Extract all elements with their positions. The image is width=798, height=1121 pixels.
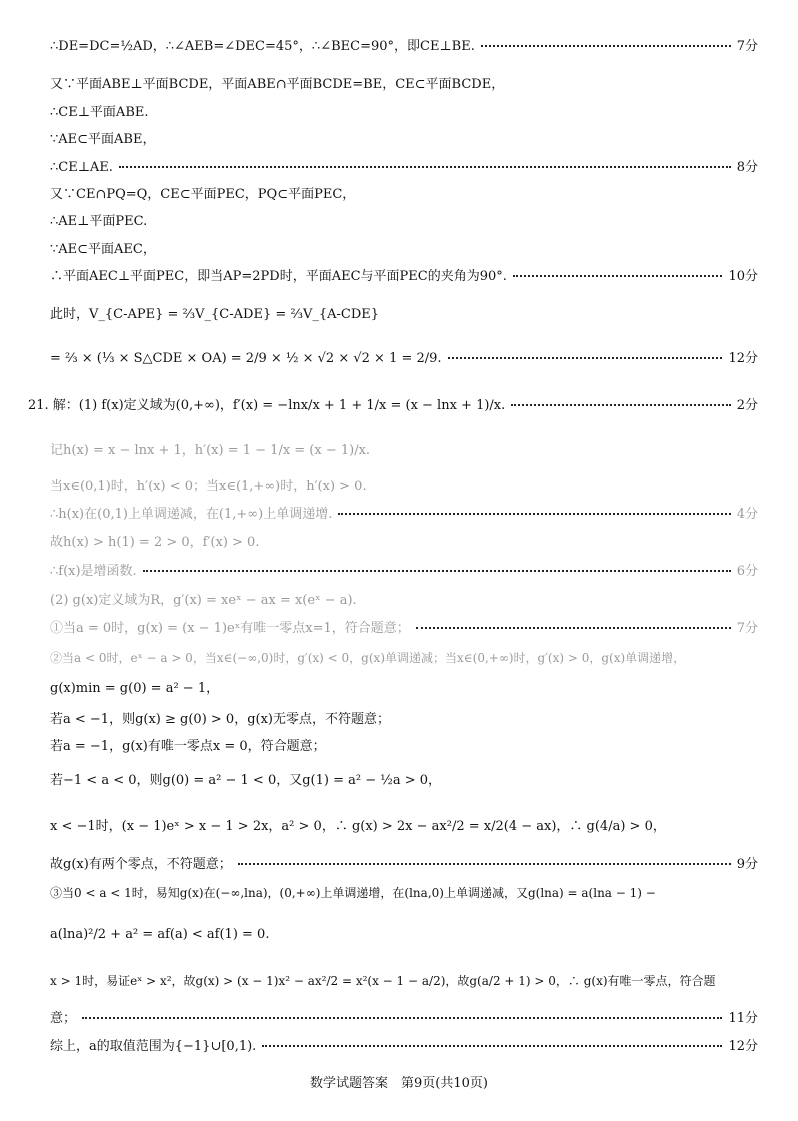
line-text: 21. 解：(1) f(x)定义域为(0,+∞)，f′(x) = −lnx/x + 1 + 1/x = (x − lnx + 1)/x. bbox=[28, 398, 506, 413]
score-mark: 11分 bbox=[728, 1011, 758, 1026]
leader-dots bbox=[513, 274, 723, 277]
line-text: (2) g(x)定义域为R，g′(x) = xeˣ − ax = x(eˣ − a). bbox=[50, 593, 357, 608]
line-text: 故g(x)有两个零点，不符题意； bbox=[50, 857, 232, 872]
solution-line-20 bbox=[50, 649, 758, 671]
solution-line-23 bbox=[50, 738, 758, 760]
line-text: ∴CE⊥平面ABE. bbox=[50, 105, 149, 120]
line-text: g(x)min = g(0) = a² − 1， bbox=[50, 681, 220, 696]
line-text: x > 1时，易证eˣ > x²，故g(x) > (x − 1)x² − ax²/2 = x²(x − 1 − a/2)，故g(a/2 + 1) > 0，∴ g(x)有唯一零点，符合题 bbox=[50, 974, 716, 988]
line-text: ∴h(x)在(0,1)上单调递减，在(1,+∞)上单调递增. bbox=[50, 507, 333, 522]
line-text: 若a = −1，g(x)有唯一零点x = 0，符合题意； bbox=[50, 739, 326, 754]
score-mark: 2分 bbox=[736, 398, 758, 413]
solution-line-15 bbox=[50, 506, 758, 528]
problem-21-line bbox=[28, 397, 758, 419]
line-text: ①当a = 0时，g(x) = (x − 1)eˣ有唯一零点x=1，符合题意； bbox=[50, 621, 410, 636]
solution-line-21 bbox=[50, 680, 758, 702]
solution-line-14 bbox=[50, 478, 758, 500]
line-text: 又∵平面ABE⊥平面BCDE，平面ABE∩平面BCDE=BE，CE⊂平面BCDE， bbox=[50, 77, 505, 92]
line-text: 当x∈(0,1)时，h′(x) < 0；当x∈(1,+∞)时，h′(x) > 0. bbox=[50, 479, 367, 494]
line-text: 记h(x) = x − lnx + 1，h′(x) = 1 − 1/x = (x − 1)/x. bbox=[50, 443, 371, 458]
line-text: x < −1时，(x − 1)eˣ > x − 1 > 2x，a² > 0，∴ g(x) > 2x − ax²/2 = x/2(4 − ax)，∴ g(4/a) > 0， bbox=[50, 819, 666, 834]
score-mark: 12分 bbox=[728, 351, 758, 366]
solution-line-8 bbox=[50, 241, 758, 263]
solution-line-27 bbox=[50, 884, 758, 906]
line-text: ∵AE⊂平面AEC， bbox=[50, 242, 156, 257]
solution-line-30 bbox=[50, 1010, 758, 1032]
leader-dots bbox=[82, 1016, 722, 1019]
leader-dots bbox=[338, 512, 730, 515]
solution-line-4 bbox=[50, 131, 758, 153]
line-text: ②当a < 0时，eˣ − a > 0，当x∈(−∞,0)时，g′(x) < 0，g(x)单调递减；当x∈(0,+∞)时，g′(x) > 0，g(x)单调递增， bbox=[50, 651, 686, 665]
solution-line-22 bbox=[50, 711, 758, 733]
line-text: 意； bbox=[50, 1011, 77, 1026]
line-text: 若a < −1，则g(x) ≥ g(0) > 0，g(x)无零点，不符题意； bbox=[50, 712, 390, 727]
line-text: ∴AE⊥平面PEC. bbox=[50, 214, 148, 229]
solution-line-19 bbox=[50, 620, 758, 642]
score-mark: 7分 bbox=[736, 39, 758, 54]
line-text: ∴f(x)是增函数. bbox=[50, 564, 137, 579]
solution-line-2 bbox=[50, 76, 758, 98]
line-text: 此时，V_{C-APE} = ⅔V_{C-ADE} = ⅔V_{A-CDE} bbox=[50, 307, 380, 322]
line-text: ∵AE⊂平面ABE， bbox=[50, 132, 156, 147]
line-text: ③当0 < a < 1时，易知g(x)在(−∞,lna)，(0,+∞)上单调递增，在(lna,0)上单调递减，又g(lna) = a(lna − 1) − bbox=[50, 886, 656, 900]
leader-dots bbox=[416, 626, 731, 629]
leader-dots bbox=[511, 403, 730, 406]
score-mark: 12分 bbox=[728, 1039, 758, 1054]
score-mark: 9分 bbox=[736, 857, 758, 872]
leader-dots bbox=[481, 44, 731, 47]
solution-line-25 bbox=[50, 818, 758, 840]
line-text: ∴DE=DC=½AD，∴∠AEB=∠DEC=45°，∴∠BEC=90°，即CE⊥BE. bbox=[50, 39, 475, 54]
line-text: = ⅔ × (⅓ × S△CDE × OA) = 2/9 × ½ × √2 × √2 × 1 = 2/9. bbox=[50, 351, 442, 366]
score-mark: 4分 bbox=[736, 507, 758, 522]
solution-line-5 bbox=[50, 159, 758, 181]
score-mark: 6分 bbox=[736, 564, 758, 579]
leader-dots bbox=[143, 569, 731, 572]
solution-line-11 bbox=[50, 350, 758, 372]
solution-line-13 bbox=[50, 442, 758, 464]
score-mark: 8分 bbox=[736, 160, 758, 175]
leader-dots bbox=[448, 356, 723, 359]
solution-line-26 bbox=[50, 856, 758, 878]
page-footer: 数学试题答案 第9页(共10页) bbox=[310, 1076, 488, 1091]
solution-line-3 bbox=[50, 104, 758, 126]
score-mark: 7分 bbox=[736, 621, 758, 636]
solution-line-24 bbox=[50, 772, 758, 794]
line-text: 若−1 < a < 0，则g(0) = a² − 1 < 0，又g(1) = a² − ½a > 0， bbox=[50, 773, 442, 788]
line-text: 综上，a的取值范围为{−1}∪[0,1). bbox=[50, 1039, 257, 1054]
leader-dots bbox=[238, 862, 731, 865]
line-text: 故h(x) > h(1) = 2 > 0，f′(x) > 0. bbox=[50, 535, 260, 550]
solution-line-6 bbox=[50, 186, 758, 208]
score-mark: 10分 bbox=[728, 269, 758, 284]
line-text: ∴平面AEC⊥平面PEC，即当AP=2PD时，平面AEC与平面PEC的夹角为90°. bbox=[50, 269, 507, 284]
solution-line-29 bbox=[50, 972, 758, 994]
solution-line-28 bbox=[50, 926, 758, 948]
line-text: 又∵CE∩PQ=Q，CE⊂平面PEC，PQ⊂平面PEC， bbox=[50, 187, 356, 202]
solution-line-7 bbox=[50, 213, 758, 235]
solution-line-17 bbox=[50, 563, 758, 585]
leader-dots bbox=[262, 1044, 722, 1047]
solution-line-16 bbox=[50, 534, 758, 556]
solution-line-9 bbox=[50, 268, 758, 290]
solution-line-18 bbox=[50, 592, 758, 614]
solution-line-1 bbox=[50, 38, 758, 60]
solution-line-31 bbox=[50, 1038, 758, 1060]
line-text: ∴CE⊥AE. bbox=[50, 160, 113, 175]
line-text: a(lna)²/2 + a² = af(a) < af(1) = 0. bbox=[50, 927, 270, 942]
solution-line-10 bbox=[50, 306, 758, 328]
leader-dots bbox=[119, 165, 731, 168]
